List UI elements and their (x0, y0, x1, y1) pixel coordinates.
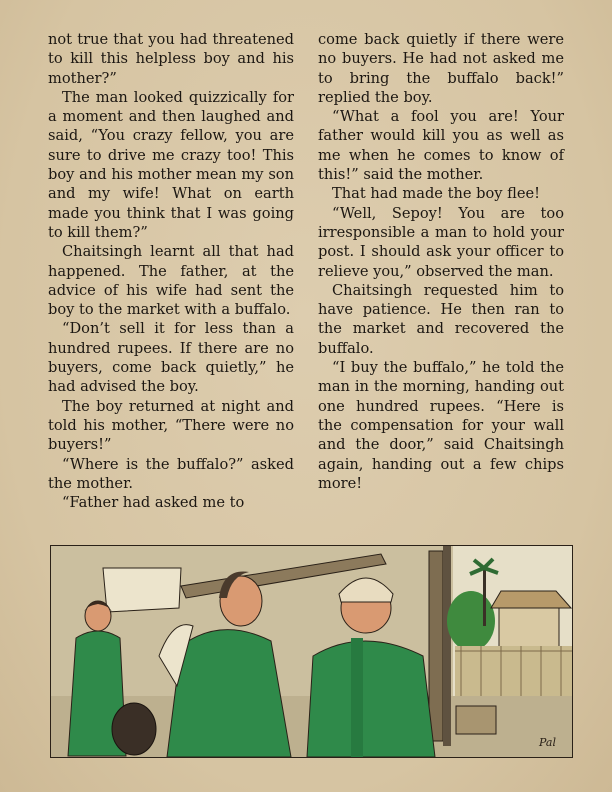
door-post (429, 551, 443, 741)
woman-face (85, 601, 111, 631)
paragraph: That had made the boy flee! (332, 185, 540, 203)
paragraph: “I buy the buffalo,” he told the man in the morning, handing out one hundred rupees. “Here is the compensation for your wall and the door,” said Chaitsingh again, handing out a few chips more! (318, 359, 564, 492)
paragraph: “Don’t sell it for less than a hundred rupees. If there are no buyers, come back quietly,” he had advised the boy. (48, 320, 294, 396)
field-fence (455, 646, 572, 696)
paragraph: come back quietly if there were no buyers. He had not asked me to bring the buffalo back!” replied the boy. (318, 31, 564, 106)
sepoy-coat (307, 641, 435, 757)
paragraph: not true that you had threatened to kill this helpless boy and his mother?” (48, 31, 294, 87)
palm-trunk (483, 566, 486, 626)
paragraph: “Well, Sepoy! You are too irresponsible a man to hold your post. I should ask your officer to relieve you,” observed the man. (318, 204, 564, 280)
paragraph: The boy returned at night and told his mother, “There were no buyers!” (48, 397, 294, 454)
illustration-scene (51, 546, 572, 757)
artist-signature: Pal (539, 736, 556, 749)
paragraph: “Father had asked me to (62, 494, 245, 512)
story-illustration (50, 545, 573, 758)
paragraph: Chaitsingh requested him to have patience. He then ran to the market and recovered the buffalo. (318, 281, 564, 357)
paragraph: “Where is the buffalo?” asked the mother. (48, 455, 294, 492)
coat-fold (351, 638, 363, 757)
paragraph: Chaitsingh learnt all that had happened. The father, at the advice of his wife had sent the boy to the market with a buffalo. (48, 243, 294, 319)
hut-wall (499, 608, 559, 650)
paragraph: “What a fool you are! Your father would kill you as well as me when he comes to know of this!” said the mother. (318, 108, 564, 184)
wooden-box (456, 706, 496, 734)
left-text-column (48, 30, 294, 512)
right-text-column (318, 30, 564, 493)
hanging-cloth (103, 568, 181, 612)
paragraph: The man looked quizzically for a moment and then laughed and said, “You crazy fellow, you are sure to drive me crazy too! This boy and his mother mean my son and my wife! What on earth made you think that I was going to kill them?” (48, 88, 294, 241)
tree (447, 591, 495, 651)
door-post-shadow (443, 546, 451, 746)
clay-pot (112, 703, 156, 755)
